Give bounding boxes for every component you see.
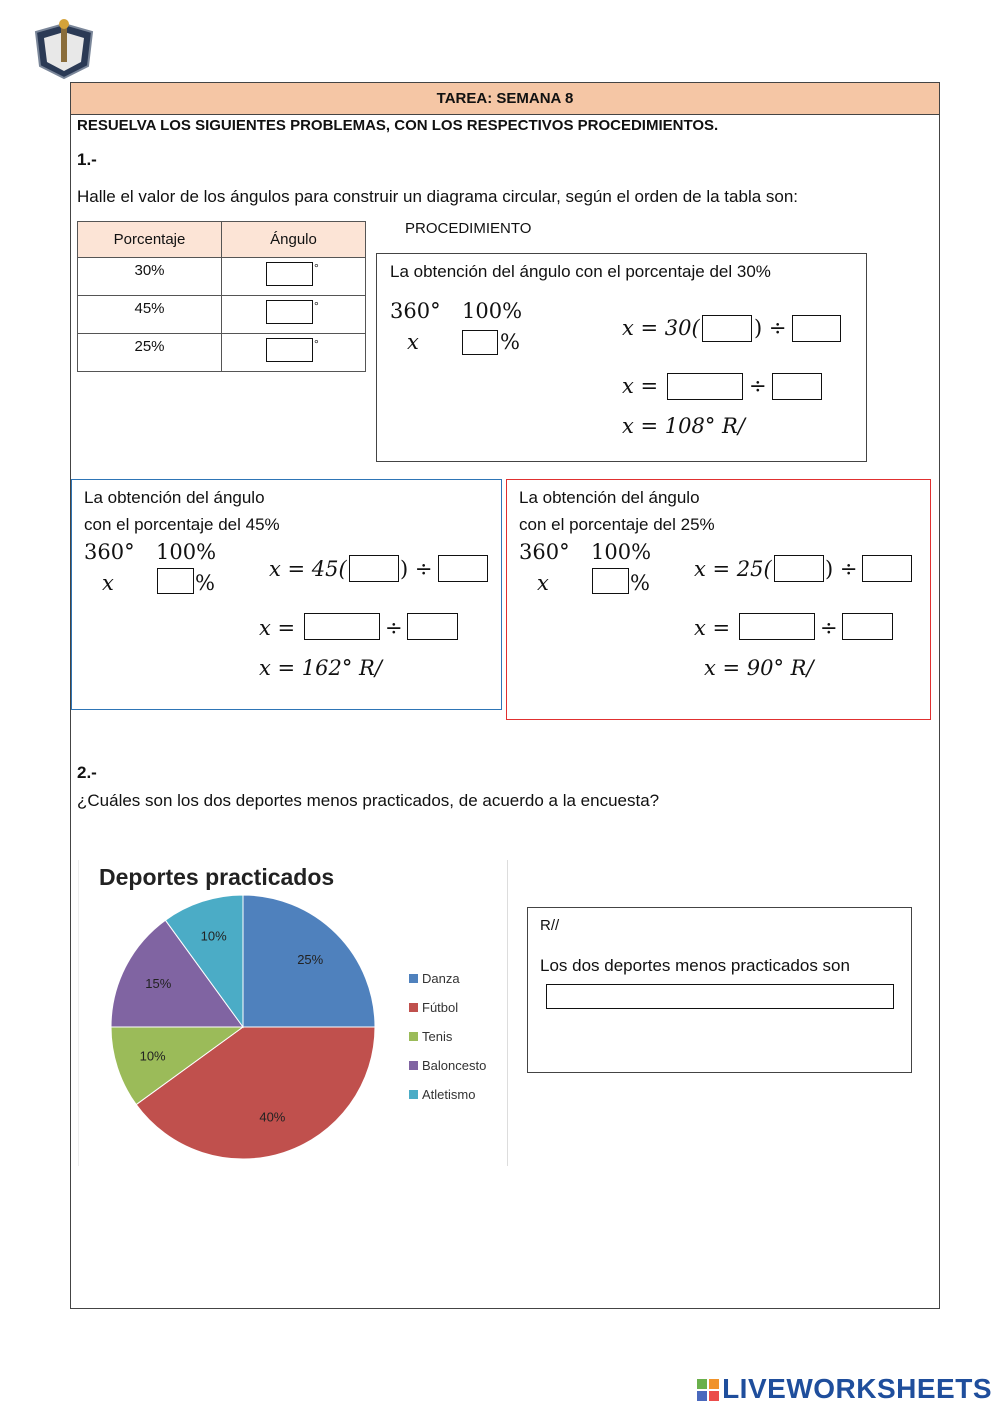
table-row (78, 334, 366, 372)
percent-sign: % (500, 330, 520, 354)
percent-angle-table (77, 221, 366, 372)
ratio-360: 360° (390, 299, 441, 323)
eq1-divide: ) ÷ (754, 316, 787, 340)
box45-title-line2: con el porcentaje del 45% (84, 515, 280, 534)
eq2-prefix: x = (259, 616, 296, 640)
pie-data-label: 15% (145, 975, 172, 991)
box25-title-line2: con el porcentaje del 25% (519, 515, 715, 534)
pie-data-label: 40% (259, 1109, 286, 1125)
degree-symbol: ° (314, 337, 319, 351)
legend-swatch (409, 974, 418, 983)
degree-symbol: ° (314, 299, 319, 313)
eq2-divide: ÷ (820, 616, 838, 640)
pie-chart (79, 860, 507, 1166)
legend-label: Tenis (422, 1029, 453, 1044)
degree-symbol: ° (314, 261, 319, 275)
eq2-divide: ÷ (385, 616, 403, 640)
percent-cell: 25% (78, 334, 222, 372)
liveworksheets-logo (697, 1373, 992, 1405)
ratio-x: x (537, 571, 549, 595)
eq2-prefix: x = (622, 374, 659, 398)
procedure-box-45 (71, 479, 502, 710)
header-porcentaje: Porcentaje (78, 222, 222, 258)
eq2-divide: ÷ (749, 374, 767, 398)
angle-answer-input[interactable] (266, 300, 313, 324)
procedure-box-30 (376, 253, 867, 462)
instructions: RESUELVA LOS SIGUIENTES PROBLEMAS, CON LOS RESPECTIVOS PROCEDIMIENTOS. (77, 117, 719, 134)
ratio-100: 100% (462, 299, 523, 323)
eq1-divide: ) ÷ (825, 557, 858, 581)
answer-label: R// (540, 917, 560, 934)
table-row (78, 258, 366, 296)
eq1-prefix: x = 30( (622, 316, 700, 340)
angle-answer-input[interactable] (266, 338, 313, 362)
percent-cell: 30% (78, 258, 222, 296)
eq1-prefix: x = 25( (694, 557, 772, 581)
pie-data-label: 10% (139, 1048, 166, 1064)
eq1-divisor-input[interactable] (438, 555, 488, 582)
eq1-paren-input[interactable] (774, 555, 824, 582)
eq2-prefix: x = (694, 616, 731, 640)
table-row (78, 296, 366, 334)
chart-area (78, 860, 508, 1166)
box30-title: La obtención del ángulo con el porcentaje del 30% (390, 262, 771, 281)
legend-label: Baloncesto (422, 1058, 487, 1073)
ratio-360: 360° (84, 540, 135, 564)
ratio-x: x (407, 330, 419, 354)
ratio-100: 100% (156, 540, 217, 564)
pie-data-label: 25% (297, 951, 324, 967)
legend-swatch (409, 1061, 418, 1070)
legend-label: Atletismo (422, 1087, 476, 1102)
worksheet-title: TAREA: SEMANA 8 (71, 83, 939, 115)
answer-text: Los dos deportes menos practicados son (540, 956, 850, 975)
ratio-100: 100% (591, 540, 652, 564)
ratio-360: 360° (519, 540, 570, 564)
percent-sign: % (630, 571, 650, 595)
result-90: x = 90° R/ (704, 656, 814, 680)
eq1-paren-input[interactable] (349, 555, 399, 582)
result-108: x = 108° R/ (622, 414, 745, 438)
chart-title: Deportes practicados (99, 864, 335, 890)
ratio-x: x (102, 571, 114, 595)
percent-sign: % (195, 571, 215, 595)
school-crest-logo (30, 16, 98, 84)
legend-label: Danza (422, 971, 460, 986)
box25-title-line1: La obtención del ángulo (519, 488, 700, 507)
eq2-divisor-input[interactable] (407, 613, 458, 640)
eq1-prefix: x = 45( (269, 557, 347, 581)
eq2-divisor-input[interactable] (842, 613, 893, 640)
box45-title-line1: La obtención del ángulo (84, 488, 265, 507)
answer-box (527, 907, 912, 1073)
least-practiced-answer-input[interactable] (546, 984, 894, 1009)
percent-answer-input[interactable] (592, 568, 629, 594)
eq2-numerator-input[interactable] (739, 613, 815, 640)
legend-swatch (409, 1003, 418, 1012)
liveworksheets-icon (697, 1376, 719, 1398)
legend-label: Fútbol (422, 1000, 459, 1015)
eq1-divisor-input[interactable] (792, 315, 841, 342)
problem2-number: 2.- (77, 763, 97, 782)
procedure-label: PROCEDIMIENTO (405, 220, 532, 237)
percent-cell: 45% (78, 296, 222, 334)
eq2-numerator-input[interactable] (304, 613, 380, 640)
header-angulo: Ángulo (222, 222, 366, 258)
liveworksheets-text: LIVEWORKSHEETS (722, 1373, 992, 1404)
eq2-divisor-input[interactable] (772, 373, 822, 400)
result-162: x = 162° R/ (259, 656, 382, 680)
percent-answer-input[interactable] (157, 568, 194, 594)
problem1-statement: Halle el valor de los ángulos para construir un diagrama circular, según el orden de la tabla son: (77, 187, 799, 206)
eq1-divisor-input[interactable] (862, 555, 912, 582)
problem1-number: 1.- (77, 150, 97, 169)
pie-data-label: 10% (200, 928, 227, 944)
legend-swatch (409, 1090, 418, 1099)
eq1-paren-input[interactable] (702, 315, 752, 342)
procedure-box-25 (506, 479, 931, 720)
problem2-question: ¿Cuáles son los dos deportes menos practicados, de acuerdo a la encuesta? (77, 791, 660, 810)
legend-swatch (409, 1032, 418, 1041)
eq1-divide: ) ÷ (400, 557, 433, 581)
percent-answer-input[interactable] (462, 330, 498, 355)
eq2-numerator-input[interactable] (667, 373, 743, 400)
angle-answer-input[interactable] (266, 262, 313, 286)
